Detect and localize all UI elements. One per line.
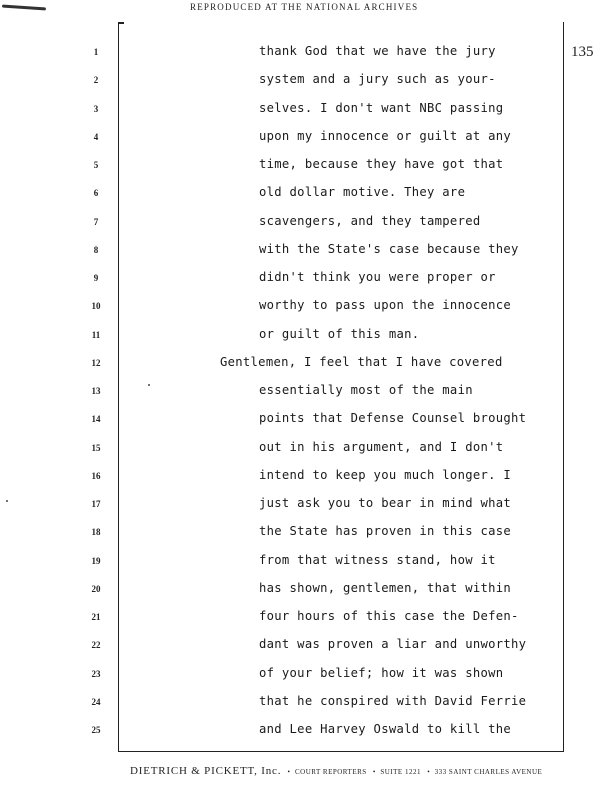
transcript-line: Gentlemen, I feel that I have covered xyxy=(220,354,503,369)
transcript-line: and Lee Harvey Oswald to kill the xyxy=(259,722,512,736)
transcript-line: essentially most of the main xyxy=(259,383,473,397)
line-number: 13 xyxy=(91,386,101,396)
transcript-line: the State has proven in this case xyxy=(259,524,512,539)
line-number: 19 xyxy=(91,555,101,566)
transcript-line: from that witness stand, how it xyxy=(259,552,496,567)
footer-firm: DIETRICH & PICKETT, Inc. xyxy=(130,765,282,777)
transcript-line: scavengers, and they tampered xyxy=(259,213,481,228)
transcript-line: didn't think you were proper or xyxy=(259,270,496,284)
line-number: 8 xyxy=(93,244,99,255)
line-number: 22 xyxy=(91,640,101,651)
transcript-line: thank God that we have the jury xyxy=(259,44,496,58)
transcript-line: worthy to pass upon the innocence xyxy=(259,298,512,313)
scan-speck xyxy=(148,384,150,386)
line-number: 9 xyxy=(93,273,99,283)
line-number: 4 xyxy=(93,131,99,142)
line-number: 11 xyxy=(91,329,101,340)
line-number: 17 xyxy=(91,499,101,509)
footer-address: 333 SAINT CHARLES AVENUE xyxy=(434,768,543,776)
line-number: 2 xyxy=(93,75,99,86)
line-number: 1 xyxy=(93,47,99,57)
transcript-line: selves. I don't want NBC passing xyxy=(259,100,504,115)
line-number: 25 xyxy=(91,725,101,735)
transcript-line: four hours of this case the Defen- xyxy=(259,609,519,623)
line-number: 7 xyxy=(93,216,99,227)
line-number: 18 xyxy=(91,527,101,538)
line-number: 14 xyxy=(91,414,101,425)
line-number: 10 xyxy=(91,301,101,312)
line-number: 24 xyxy=(91,696,101,707)
page-footer: DIETRICH & PICKETT, Inc. • COURT REPORTERS • SUITE 1221 • 333 SAINT CHARLES AVENUE xyxy=(130,765,543,777)
line-number: 3 xyxy=(93,103,99,114)
line-number: 23 xyxy=(91,668,101,679)
transcript-line: intend to keep you much longer. I xyxy=(259,467,512,482)
transcript-line: old dollar motive. They are xyxy=(259,185,466,200)
transcript-line: just ask you to bear in mind what xyxy=(259,496,512,510)
line-number: 20 xyxy=(91,583,101,594)
line-number: 6 xyxy=(93,188,99,199)
transcript-line: time, because they have got that xyxy=(259,157,504,171)
line-number: 12 xyxy=(91,357,101,368)
line-number: 15 xyxy=(91,442,101,453)
transcript-line: points that Defense Counsel brought xyxy=(259,411,527,426)
transcript-line: dant was proven a liar and unworthy xyxy=(259,637,527,652)
transcript-line: system and a jury such as your- xyxy=(259,72,496,87)
transcript-line: has shown, gentlemen, that within xyxy=(259,580,512,595)
page-number: 135 xyxy=(571,44,594,60)
transcript-line: upon my innocence or guilt at any xyxy=(259,128,512,143)
line-number: 5 xyxy=(93,160,99,170)
transcript-line: out in his argument, and I don't xyxy=(259,439,504,454)
transcript-line: with the State's case because they xyxy=(259,241,519,256)
scan-speck xyxy=(6,500,8,502)
footer-suite: SUITE 1221 xyxy=(380,768,421,776)
line-number: 16 xyxy=(91,470,101,481)
transcript-line: that he conspired with David Ferrie xyxy=(259,693,527,708)
footer-role: COURT REPORTERS xyxy=(294,768,367,776)
transcript-line: of your belief; how it was shown xyxy=(259,665,504,680)
line-number: 21 xyxy=(91,612,101,622)
archive-header: REPRODUCED AT THE NATIONAL ARCHIVES xyxy=(190,2,419,12)
transcript-line: or guilt of this man. xyxy=(259,326,420,341)
scan-artifact-mark xyxy=(2,4,46,10)
